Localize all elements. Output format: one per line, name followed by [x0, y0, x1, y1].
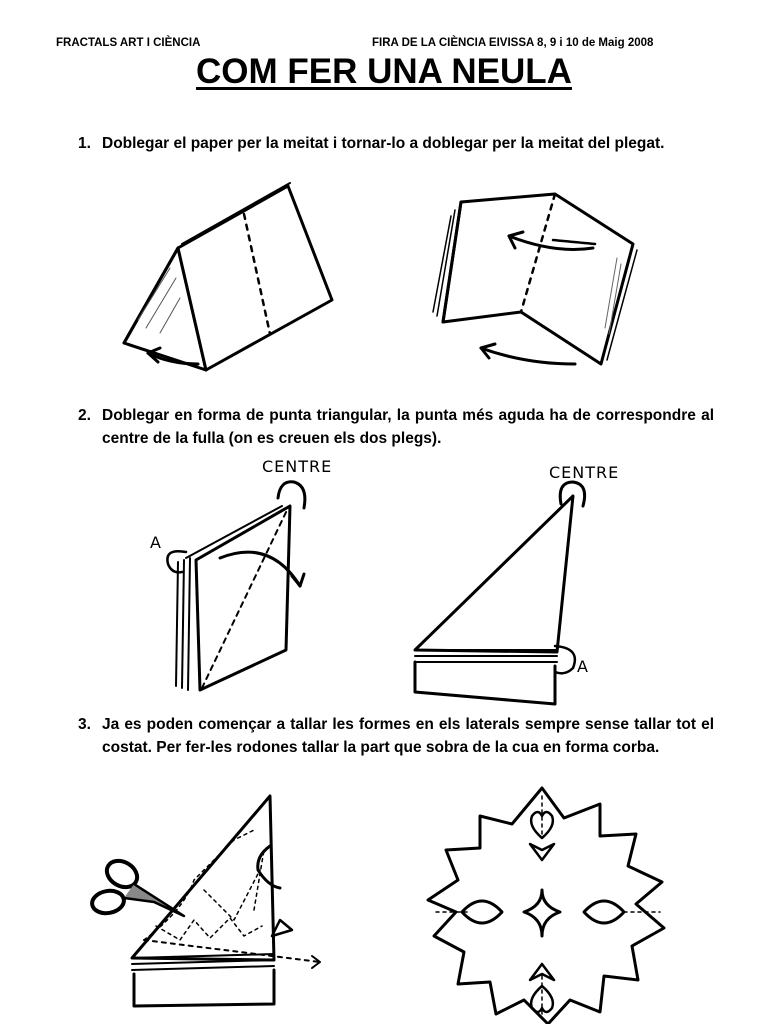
centre-label: CENTRE [549, 463, 620, 482]
point-a-label: A [577, 657, 589, 676]
triangle-fold-illustration [146, 450, 366, 700]
step-2 [78, 405, 714, 450]
header-right: FIRA DE LA CIÈNCIA EIVISSA 8, 9 i 10 de Maig 2008 [372, 37, 654, 49]
step-number: 2. [78, 407, 91, 424]
arrow-icon [481, 348, 575, 364]
step-1 [78, 133, 714, 156]
step-3 [78, 714, 714, 759]
page-title: COM FER UNA NEULA [196, 52, 572, 91]
triangle-result-illustration [405, 452, 625, 712]
fold-again-illustration [425, 188, 645, 378]
step-text: Doblegar el paper per la meitat i tornar-lo a doblegar per la meitat del plegat. [102, 135, 665, 152]
step-text: Doblegar en forma de punta triangular, la punta més aguda ha de correspondre al centre de la fulla (on es creuen els dos plegs). [102, 407, 714, 447]
step-text: Ja es poden començar a tallar les formes en els laterals sempre sense tallar tot el costat. Per fer-les rodones tallar la part que sobra de la cua en forma corba. [102, 716, 714, 756]
fold-half-illustration [110, 178, 350, 378]
cutting-illustration [84, 790, 334, 1015]
centre-label: CENTRE [262, 457, 333, 476]
step-number: 3. [78, 716, 91, 733]
snowflake-result-illustration [424, 786, 672, 1024]
step-number: 1. [78, 135, 91, 152]
header-left: FRACTALS ART I CIÈNCIA [56, 37, 201, 49]
point-a-label: A [150, 533, 162, 552]
scissors-icon [90, 856, 184, 916]
